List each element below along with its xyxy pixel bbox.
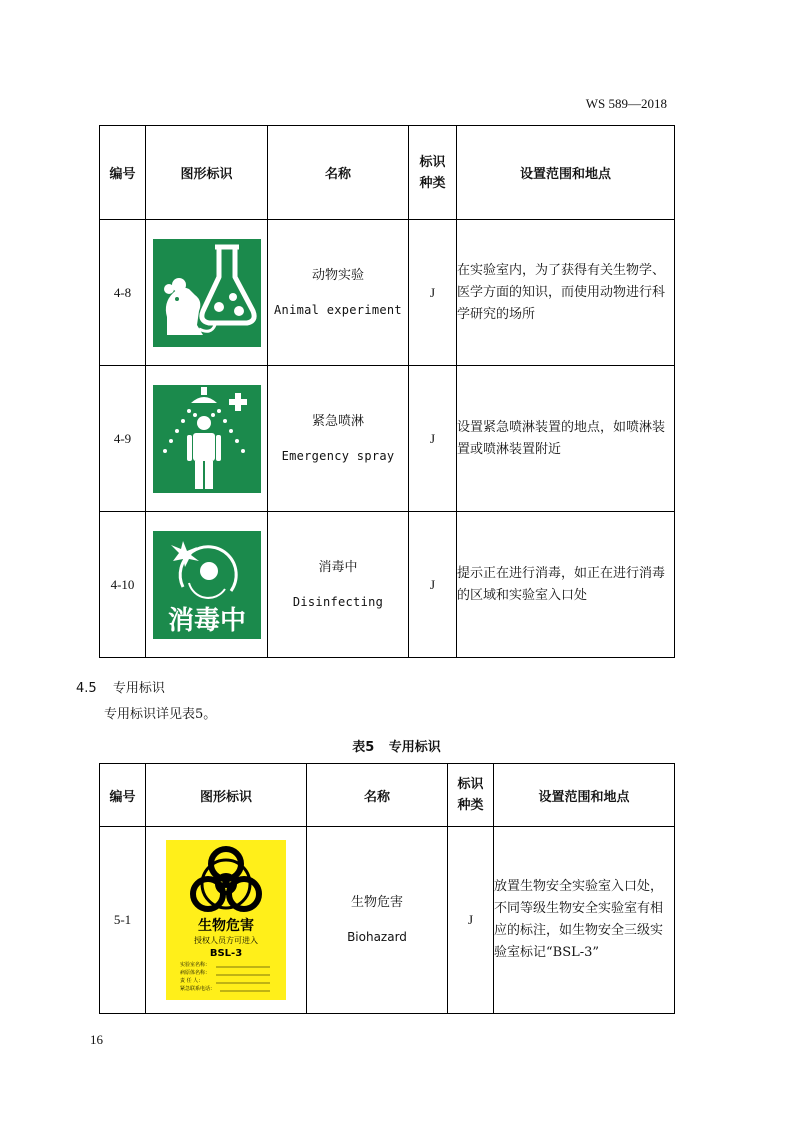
table-row	[100, 220, 675, 366]
animal-experiment-sign-icon	[153, 239, 261, 347]
sign-field: 实验室名称：	[180, 962, 211, 968]
name-en: Animal experiment	[274, 302, 402, 317]
sign-field: 责 任 人：	[180, 978, 204, 984]
col-header-kind-line2: 种类	[419, 175, 446, 191]
name-en: Emergency spray	[281, 448, 395, 463]
row-code: 4-8	[100, 220, 146, 366]
row-kind: J	[409, 512, 457, 658]
sign-field: 病原体名称：	[180, 970, 211, 976]
name-zh: 生物危害	[350, 895, 403, 910]
col-header-code: 编号	[100, 126, 146, 220]
col-header-scope: 设置范围和地点	[494, 764, 675, 827]
row-name	[268, 366, 409, 512]
signs-table-5	[99, 763, 675, 1014]
row-scope: 在实验室内，为了获得有关生物学、医学方面的知识，而使用动物进行科学研究的场所	[457, 220, 675, 366]
disinfecting-sign-icon	[153, 531, 261, 639]
row-name	[268, 512, 409, 658]
section-number: 4.5	[76, 681, 97, 696]
row-code: 4-9	[100, 366, 146, 512]
table-caption	[0, 736, 793, 755]
table-header-row	[100, 764, 675, 827]
col-header-kind-line1: 标识	[419, 154, 446, 170]
row-sign-cell	[146, 512, 268, 658]
emergency-spray-sign-icon	[153, 385, 261, 493]
row-kind: J	[409, 366, 457, 512]
sign-text: 消毒中	[167, 605, 246, 636]
col-header-scope: 设置范围和地点	[457, 126, 675, 220]
row-name	[268, 220, 409, 366]
col-header-kind	[448, 764, 494, 827]
row-sign-cell	[146, 827, 307, 1014]
col-header-name: 名称	[307, 764, 448, 827]
section-title: 专用标识	[112, 681, 165, 696]
col-header-code: 编号	[100, 764, 146, 827]
section-paragraph: 专用标识详见表5。	[104, 707, 217, 722]
biohazard-sign-icon	[166, 840, 286, 1000]
table-row	[100, 827, 675, 1014]
row-sign-cell	[146, 220, 268, 366]
col-header-kind-line1: 标识	[457, 777, 484, 792]
name-en: Biohazard	[347, 930, 407, 944]
row-code: 4-10	[100, 512, 146, 658]
name-en: Disinfecting	[292, 594, 384, 609]
sign-level: BSL-3	[209, 948, 243, 959]
sign-field: 紧急联系电话：	[180, 986, 216, 992]
row-scope: 放置生物安全实验室入口处，不同等级生物安全实验室有相应的标注，如生物安全三级实验室标记“BSL-3”	[494, 827, 675, 1014]
sign-title: 生物危害	[198, 918, 254, 934]
page-number: 16	[90, 1032, 103, 1047]
row-kind: J	[448, 827, 494, 1014]
section-heading	[76, 677, 165, 696]
col-header-kind-line2: 种类	[457, 798, 484, 813]
signs-table-4	[99, 125, 675, 658]
name-zh: 动物实验	[311, 267, 364, 283]
row-kind: J	[409, 220, 457, 366]
col-header-name: 名称	[268, 126, 409, 220]
row-name	[307, 827, 448, 1014]
col-header-kind	[409, 126, 457, 220]
col-header-sign: 图形标识	[146, 764, 307, 827]
table-caption-title: 专用标识	[388, 740, 441, 755]
table-header-row	[100, 126, 675, 220]
row-scope: 设置紧急喷淋装置的地点，如喷淋装置或喷淋装置附近	[457, 366, 675, 512]
table-row	[100, 512, 675, 658]
table-caption-number: 表5	[352, 740, 375, 755]
sign-subtitle: 授权人员方可进入	[194, 936, 258, 945]
table-row	[100, 366, 675, 512]
document-id: WS 589—2018	[585, 96, 667, 111]
row-sign-cell	[146, 366, 268, 512]
row-scope: 提示正在进行消毒，如正在进行消毒的区域和实验室入口处	[457, 512, 675, 658]
name-zh: 紧急喷淋	[311, 413, 364, 429]
col-header-sign: 图形标识	[146, 126, 268, 220]
row-code: 5-1	[100, 827, 146, 1014]
name-zh: 消毒中	[318, 559, 358, 575]
